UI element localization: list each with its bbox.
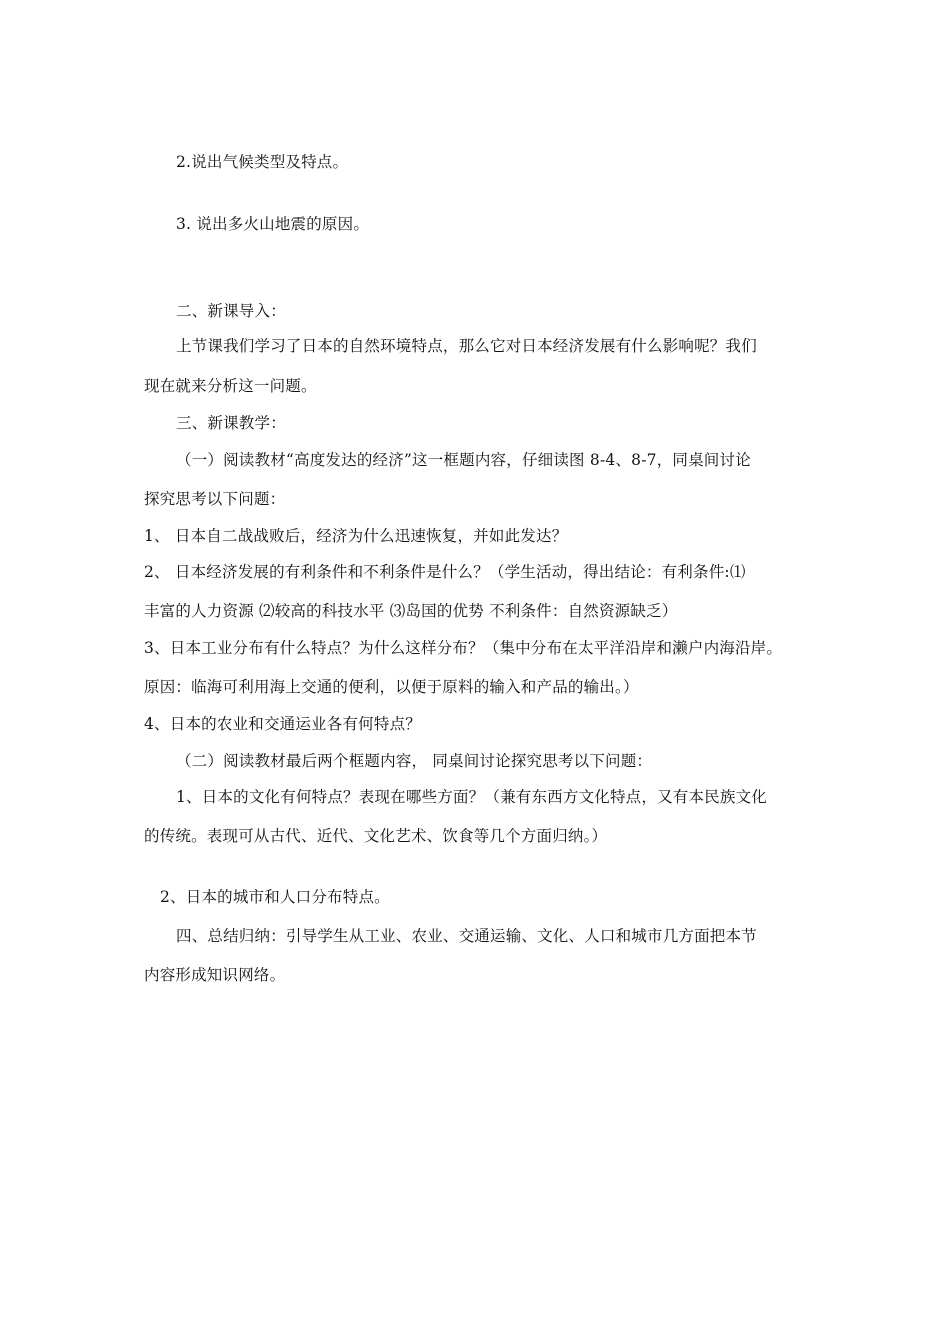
question-2-line-1: 2、 日本经济发展的有利条件和不利条件是什么？（学生活动，得出结论：有利条件:⑴ [144, 563, 746, 581]
subsection-2-question-2: 2、日本的城市和人口分布特点。 [160, 888, 390, 906]
objective-3-volcano: 3. 说出多火山地震的原因。 [176, 215, 370, 233]
question-1: 1、 日本自二战战败后，经济为什么迅速恢复，并如此发达？ [144, 527, 568, 545]
intro-paragraph-line-1: 上节课我们学习了日本的自然环境特点，那么它对日本经济发展有什么影响呢？我们 [176, 337, 757, 355]
intro-paragraph-line-2: 现在就来分析这一问题。 [144, 377, 317, 395]
question-2-line-2: 丰富的人力资源 ⑵较高的科技水平 ⑶岛国的优势 不利条件：自然资源缺乏） [144, 602, 678, 620]
question-4: 4、日本的农业和交通运业各有何特点？ [144, 715, 421, 733]
subsection-2-question-1-line-2: 的传统。表现可从古代、近代、文化艺术、饮食等几个方面归纳。） [144, 827, 608, 845]
question-3-line-1: 3、日本工业分布有什么特点？为什么这样分布？（集中分布在太平洋沿岸和濑户内海沿岸。 [144, 639, 783, 657]
subsection-2-question-1-line-1: 1、日本的文化有何特点？表现在哪些方面？（兼有东西方文化特点，又有本民族文化 [176, 788, 767, 806]
section-heading-new-lesson-intro: 二、新课导入： [176, 302, 286, 320]
summary-line-2: 内容形成知识网络。 [144, 966, 286, 984]
question-3-line-2: 原因：临海可利用海上交通的便利，以便于原料的输入和产品的输出。） [144, 678, 639, 696]
subsection-1-line-1: （一）阅读教材“高度发达的经济”这一框题内容，仔细读图 8-4、8-7，同桌间讨论 [176, 451, 751, 469]
subsection-1-line-2: 探究思考以下问题： [144, 490, 286, 508]
summary-line-1: 四、总结归纳：引导学生从工业、农业、交通运输、文化、人口和城市几方面把本节 [176, 927, 757, 945]
subsection-2: （二）阅读教材最后两个框题内容， 同桌间讨论探究思考以下问题： [176, 752, 653, 770]
section-heading-new-lesson-teaching: 三、新课教学： [176, 414, 286, 432]
objective-2-climate: 2.说出气候类型及特点。 [176, 153, 349, 171]
